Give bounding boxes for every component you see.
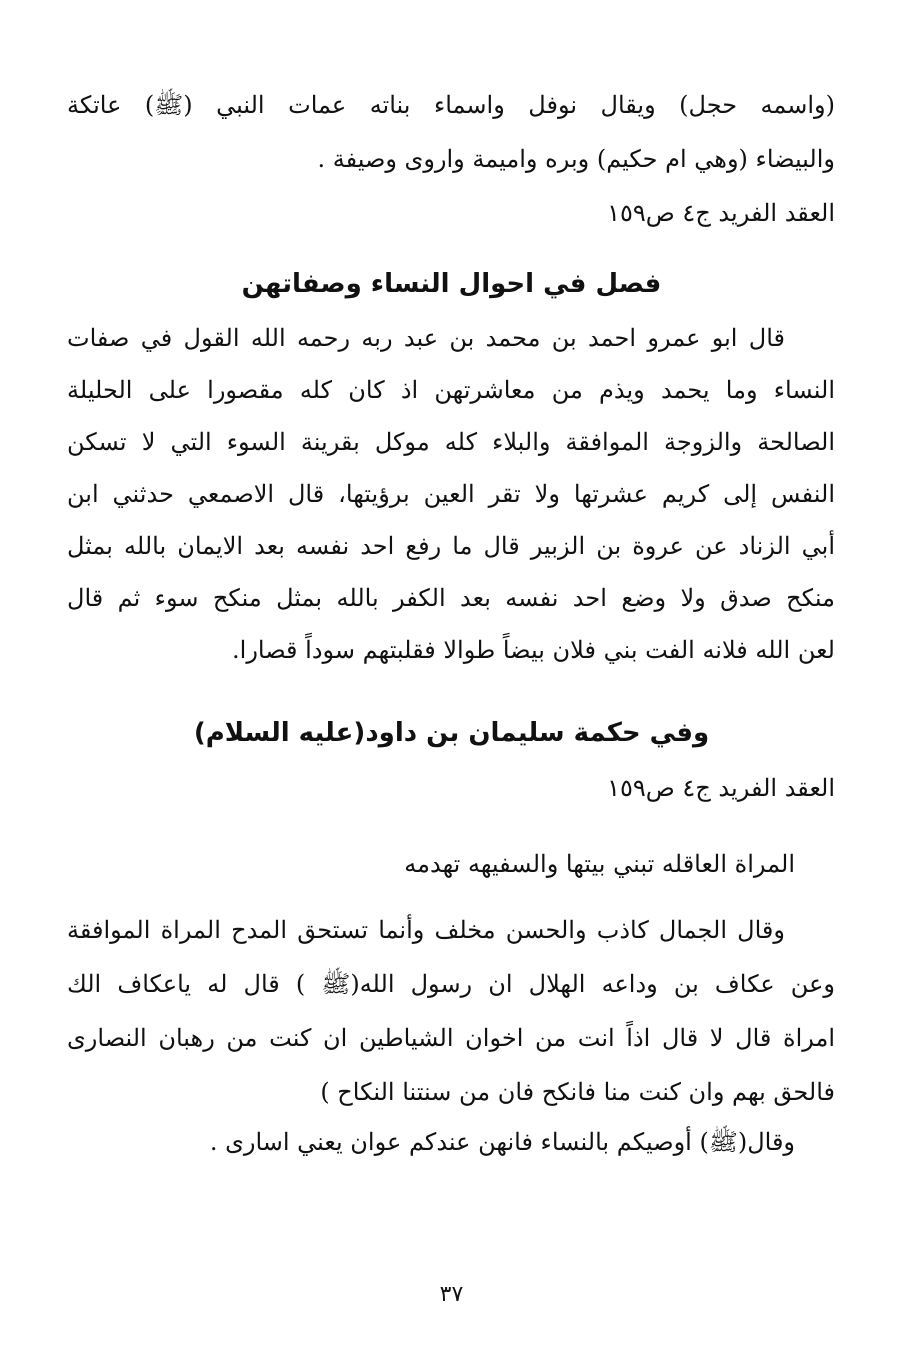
paragraph-line: النساء وما يحمد ويذم من معاشرتهن اذ كان كله مقصورا على الحليلة (67, 376, 835, 404)
paragraph-line: وعن عكاف بن وداعه الهلال ان رسول الله(ﷺ ) قال له ياعكاف الك (67, 970, 835, 998)
section-heading: وفي حكمة سليمان بن داود(عليه السلام) (193, 718, 710, 748)
paragraph-line: فالحق بهم وان كنت منا فانكح فان من سنتنا النكاح ) (320, 1078, 835, 1106)
paragraph-line: وقال(ﷺ) أوصيكم بالنساء فانهن عندكم عوان يعني اسارى . (209, 1128, 795, 1156)
section-heading: فصل في احوال النساء وصفاتهن (241, 269, 662, 299)
paragraph-line: النفس إلى كريم عشرتها ولا تقر العين برؤيتها، قال الاصمعي حدثني ابن (67, 480, 835, 508)
paragraph-line: منكح صدق ولا وضع احد نفسه بعد الكفر بالله بمثل منكح سوء ثم قال (67, 584, 835, 612)
paragraph-line: المراة العاقله تبني بيتها والسفيهه تهدمه (404, 850, 795, 878)
paragraph-line: لعن الله فلانه الفت بني فلان بيضاً طوالا فقلبتهم سوداً قصارا. (232, 636, 835, 664)
source-reference: العقد الفريد ج٤ ص١٥٩ (607, 199, 835, 227)
paragraph-line: امراة قال لا قال اذاً انت من اخوان الشياطين ان كنت من رهبان النصارى (67, 1024, 835, 1052)
paragraph-line: أبي الزناد عن عروة بن الزبير قال ما رفع احد نفسه بعد الايمان بالله بمثل (67, 532, 835, 560)
source-reference: العقد الفريد ج٤ ص١٥٩ (607, 774, 835, 802)
paragraph-line: قال ابو عمرو احمد بن محمد بن عبد ربه رحمه الله القول في صفات (67, 324, 785, 352)
paragraph-line: والبيضاء (وهي ام حكيم) وبره واميمة واروى وصيفة . (317, 145, 835, 173)
paragraph-line: الصالحة والزوجة الموافقة والبلاء كله موكل بقرينة السوء التي لا تسكن (67, 428, 835, 456)
paragraph-line: (واسمه حجل) ويقال نوفل واسماء بناته عمات النبي (ﷺ) عاتكة (67, 91, 835, 119)
paragraph-line: وقال الجمال كاذب والحسن مخلف وأنما تستحق المدح المراة الموافقة (67, 916, 785, 944)
page-number: ٣٧ (439, 1282, 464, 1307)
